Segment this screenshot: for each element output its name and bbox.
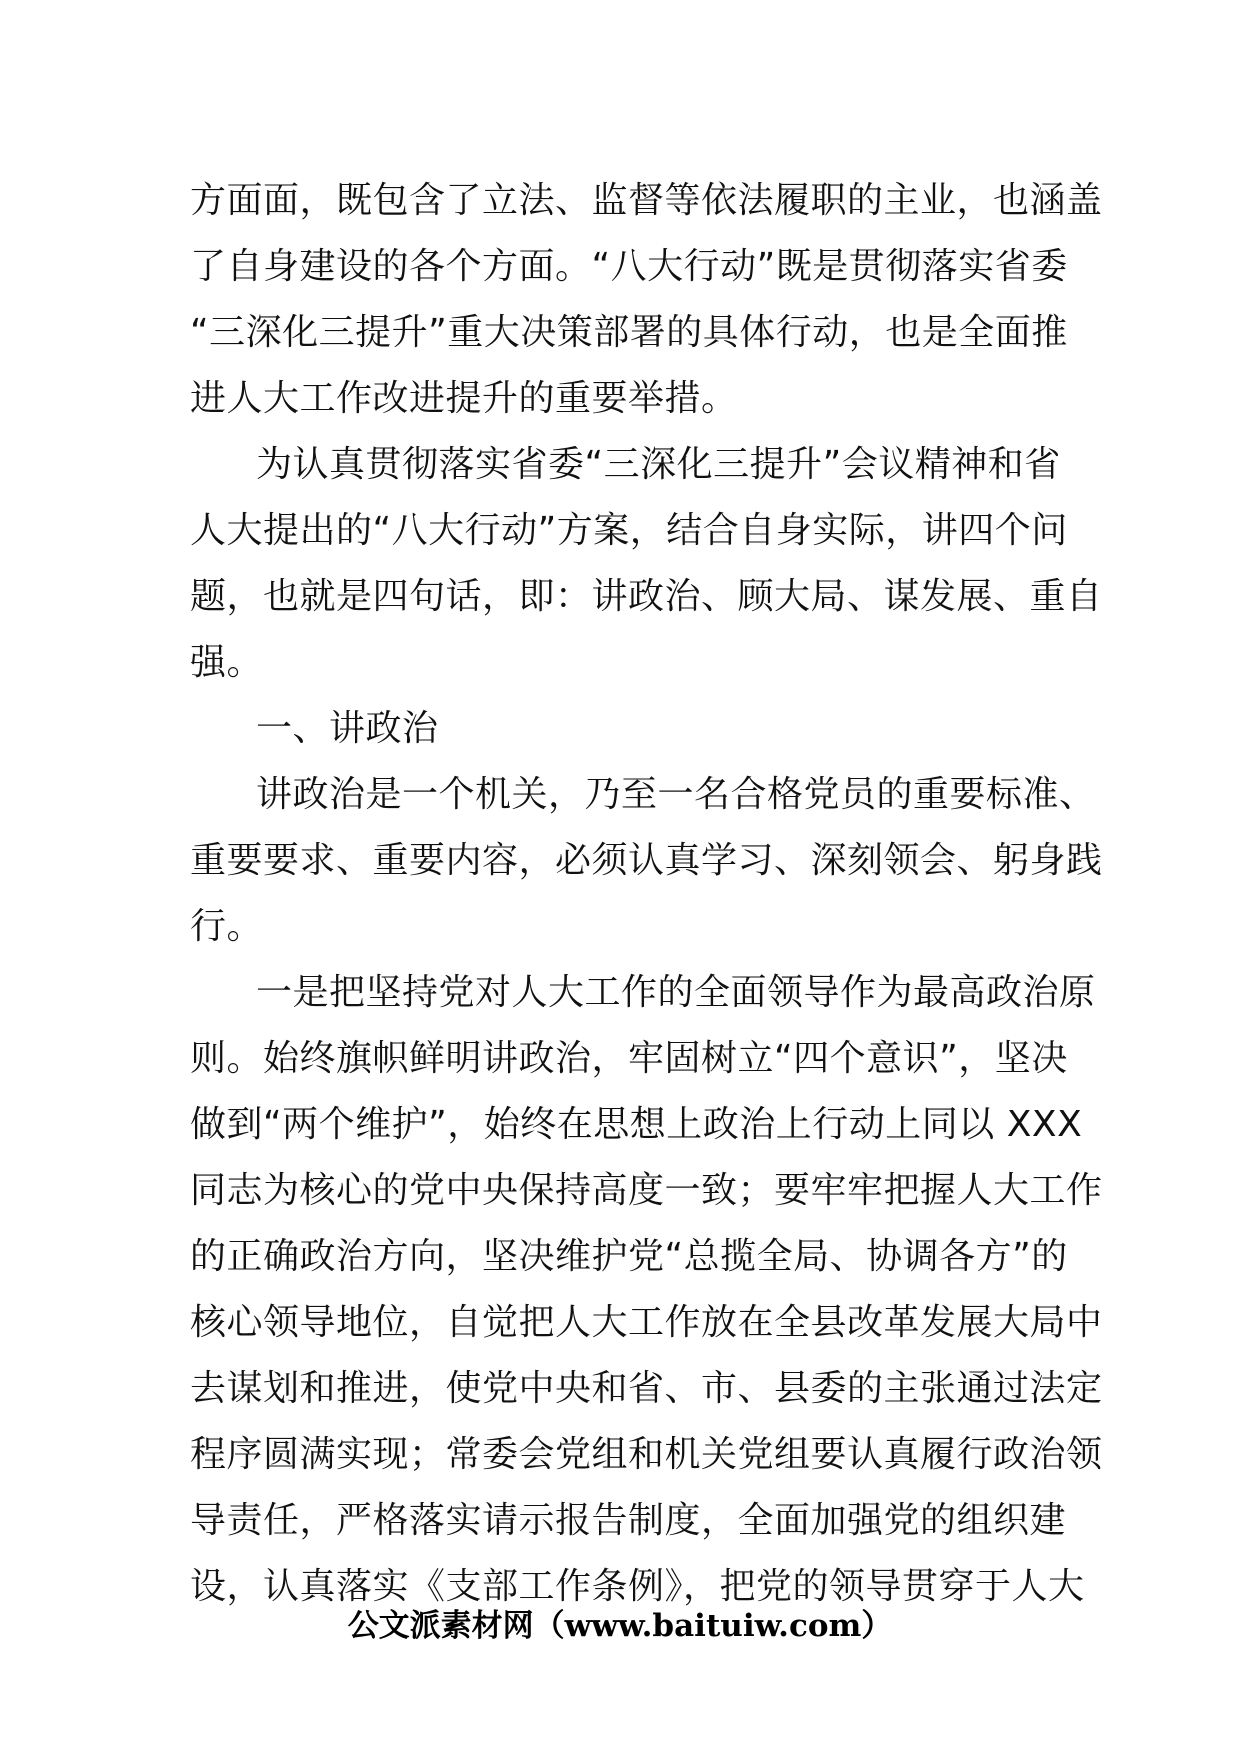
text-line: “三深化三提升”重大决策部署的具体行动，也是全面推 (190, 312, 1068, 353)
text-line: 程序圆满实现；常委会党组和机关党组要认真履行政治领 (190, 1434, 1103, 1475)
text-line: 题，也就是四句话，即：讲政治、顾大局、谋发展、重自 (190, 576, 1103, 617)
text-line: 核心领导地位，自觉把人大工作放在全县改革发展大局中 (190, 1302, 1103, 1343)
text-line: 人大提出的“八大行动”方案，结合自身实际，讲四个问 (190, 510, 1068, 551)
text-line: 做到“两个维护”，始终在思想上政治上行动上同以 XXX (190, 1104, 1083, 1145)
text-line: 设，认真落实《支部工作条例》，把党的领导贯穿于人大 (190, 1566, 1085, 1607)
paragraph-first-line: 为认真贯彻落实省委“三深化三提升”会议精神和省 (256, 444, 1061, 485)
text-line: 同志为核心的党中央保持高度一致；要牢牢把握人大工作 (190, 1170, 1103, 1211)
paragraph-first-line: 一是把坚持党对人大工作的全面领导作为最高政治原 (256, 972, 1096, 1013)
text-line: 方面面，既包含了立法、监督等依法履职的主业，也涵盖 (190, 180, 1103, 221)
text-line: 强。 (190, 642, 264, 683)
text-line: 去谋划和推进，使党中央和省、市、县委的主张通过法定 (190, 1368, 1103, 1409)
text-line: 了自身建设的各个方面。“八大行动”既是贯彻落实省委 (190, 246, 1068, 287)
paragraph-first-line: 讲政治是一个机关，乃至一名合格党员的重要标准、 (256, 774, 1096, 815)
text-line: 则。始终旗帜鲜明讲政治，牢固树立“四个意识”，坚决 (190, 1038, 1068, 1079)
text-line: 进人大工作改进提升的重要举措。 (190, 378, 738, 419)
text-line: 重要要求、重要内容，必须认真学习、深刻领会、躬身践 (190, 840, 1103, 881)
section-heading: 一、讲政治 (256, 708, 439, 749)
document-body (190, 168, 1103, 1620)
footer-watermark: 公文派素材网（www.baituiw.com） (347, 1608, 893, 1644)
text-line: 的正确政治方向，坚决维护党“总揽全局、协调各方”的 (190, 1236, 1068, 1277)
text-line: 导责任，严格落实请示报告制度，全面加强党的组织建 (190, 1500, 1067, 1541)
text-line: 行。 (190, 906, 264, 947)
